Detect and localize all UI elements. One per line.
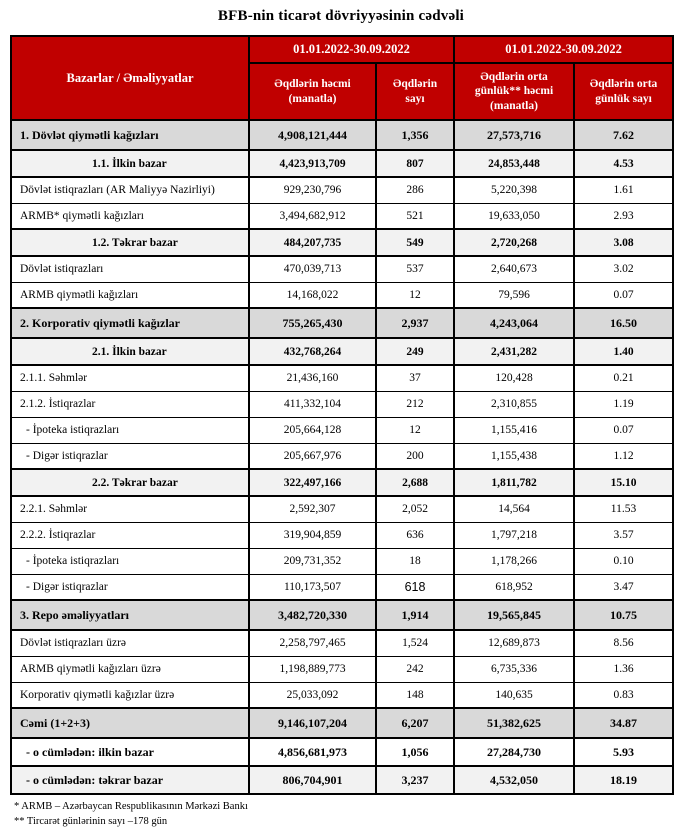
cell-count: 1,914 xyxy=(376,600,454,630)
header-row-periods xyxy=(11,36,673,63)
row-label: ARMB* qiymətli kağızları xyxy=(11,203,249,229)
row-label: Dövlət istiqrazları xyxy=(11,256,249,282)
footnote-armb: * ARMB – Azərbaycan Respublikasının Mərkəzi Bankı xyxy=(14,801,248,812)
table-row xyxy=(11,203,673,229)
cell-volume: 209,731,352 xyxy=(249,548,376,574)
cell-daily-count: 3.57 xyxy=(574,522,673,548)
cell-daily-volume: 140,635 xyxy=(454,682,574,708)
cell-daily-count: 0.10 xyxy=(574,548,673,574)
row-label: - İpoteka istiqrazları xyxy=(11,417,249,443)
cell-count: 18 xyxy=(376,548,454,574)
cell-count: 2,688 xyxy=(376,469,454,496)
cell-daily-volume: 79,596 xyxy=(454,282,574,308)
cell-daily-count: 1.19 xyxy=(574,391,673,417)
cell-daily-count: 1.40 xyxy=(574,338,673,365)
cell-count: 37 xyxy=(376,365,454,391)
row-label: ARMB qiymətli kağızları üzrə xyxy=(11,656,249,682)
cell-daily-volume: 51,382,625 xyxy=(454,708,574,738)
cell-volume: 4,423,913,709 xyxy=(249,150,376,177)
table-row xyxy=(11,656,673,682)
period-header-1: 01.01.2022-30.09.2022 xyxy=(249,36,454,63)
cell-volume: 9,146,107,204 xyxy=(249,708,376,738)
cell-count: 618 xyxy=(376,574,454,600)
table-row xyxy=(11,443,673,469)
cell-daily-count: 5.93 xyxy=(574,738,673,766)
cell-count: 212 xyxy=(376,391,454,417)
cell-daily-count: 10.75 xyxy=(574,600,673,630)
cell-count: 2,937 xyxy=(376,308,454,338)
cell-volume: 470,039,713 xyxy=(249,256,376,282)
table-row xyxy=(11,708,673,738)
table-row xyxy=(11,229,673,256)
cell-daily-count: 15.10 xyxy=(574,469,673,496)
cell-volume: 411,332,104 xyxy=(249,391,376,417)
cell-daily-count: 0.21 xyxy=(574,365,673,391)
row-label: 2.1.2. İstiqrazlar xyxy=(11,391,249,417)
cell-daily-volume: 19,565,845 xyxy=(454,600,574,630)
table-row xyxy=(11,391,673,417)
cell-daily-volume: 4,532,050 xyxy=(454,766,574,794)
table-row xyxy=(11,630,673,656)
row-label: - o cümlədən: təkrar bazar xyxy=(11,766,249,794)
period-header-2: 01.01.2022-30.09.2022 xyxy=(454,36,673,63)
cell-volume: 322,497,166 xyxy=(249,469,376,496)
cell-daily-count: 0.07 xyxy=(574,417,673,443)
cell-count: 249 xyxy=(376,338,454,365)
cell-daily-volume: 27,284,730 xyxy=(454,738,574,766)
cell-daily-volume: 2,720,268 xyxy=(454,229,574,256)
cell-daily-count: 2.93 xyxy=(574,203,673,229)
column-header-daily-count: Əqdlərin orta günlük sayı xyxy=(574,63,673,120)
cell-daily-volume: 2,640,673 xyxy=(454,256,574,282)
cell-volume: 484,207,735 xyxy=(249,229,376,256)
cell-volume: 806,704,901 xyxy=(249,766,376,794)
cell-daily-count: 1.61 xyxy=(574,177,673,203)
cell-daily-volume: 4,243,064 xyxy=(454,308,574,338)
cell-count: 521 xyxy=(376,203,454,229)
cell-count: 12 xyxy=(376,282,454,308)
cell-count: 636 xyxy=(376,522,454,548)
cell-daily-count: 7.62 xyxy=(574,120,673,150)
cell-daily-volume: 618,952 xyxy=(454,574,574,600)
table-body xyxy=(11,120,673,794)
cell-daily-volume: 27,573,716 xyxy=(454,120,574,150)
cell-count: 549 xyxy=(376,229,454,256)
cell-volume: 319,904,859 xyxy=(249,522,376,548)
row-label: - Digər istiqrazlar xyxy=(11,443,249,469)
cell-daily-count: 4.53 xyxy=(574,150,673,177)
column-header-daily-volume: Əqdlərin orta günlük** həcmi (manatla) xyxy=(454,63,574,120)
cell-daily-volume: 24,853,448 xyxy=(454,150,574,177)
cell-daily-volume: 1,155,416 xyxy=(454,417,574,443)
corner-header-markets-operations: Bazarlar / Əməliyyatlar xyxy=(11,36,249,120)
table-row xyxy=(11,338,673,365)
cell-daily-count: 0.83 xyxy=(574,682,673,708)
cell-daily-volume: 1,155,438 xyxy=(454,443,574,469)
cell-daily-count: 16.50 xyxy=(574,308,673,338)
cell-count: 537 xyxy=(376,256,454,282)
row-label: 2.1.1. Səhmlər xyxy=(11,365,249,391)
cell-count: 3,237 xyxy=(376,766,454,794)
row-label: 3. Repo əməliyyatları xyxy=(11,600,249,630)
table-row xyxy=(11,574,673,600)
cell-volume: 2,592,307 xyxy=(249,496,376,522)
cell-count: 242 xyxy=(376,656,454,682)
table-row xyxy=(11,738,673,766)
cell-volume: 110,173,507 xyxy=(249,574,376,600)
cell-volume: 14,168,022 xyxy=(249,282,376,308)
row-label: ARMB qiymətli kağızları xyxy=(11,282,249,308)
row-label: Dövlət istiqrazları üzrə xyxy=(11,630,249,656)
table-row xyxy=(11,177,673,203)
cell-count: 200 xyxy=(376,443,454,469)
row-label: 1.1. İlkin bazar xyxy=(11,150,249,177)
table-row xyxy=(11,600,673,630)
row-label: - Digər istiqrazlar xyxy=(11,574,249,600)
cell-volume: 2,258,797,465 xyxy=(249,630,376,656)
cell-daily-volume: 19,633,050 xyxy=(454,203,574,229)
table-row xyxy=(11,496,673,522)
table-row xyxy=(11,120,673,150)
row-label: Korporativ qiymətli kağızlar üzrə xyxy=(11,682,249,708)
table-row xyxy=(11,469,673,496)
table-row xyxy=(11,682,673,708)
cell-daily-volume: 14,564 xyxy=(454,496,574,522)
row-label: - o cümlədən: ilkin bazar xyxy=(11,738,249,766)
row-label: 2.2.1. Səhmlər xyxy=(11,496,249,522)
cell-count: 807 xyxy=(376,150,454,177)
cell-daily-count: 34.87 xyxy=(574,708,673,738)
cell-daily-volume: 120,428 xyxy=(454,365,574,391)
table-row xyxy=(11,522,673,548)
row-label: Dövlət istiqrazları (AR Maliyyə Nazirliyi) xyxy=(11,177,249,203)
cell-count: 286 xyxy=(376,177,454,203)
cell-daily-volume: 1,797,218 xyxy=(454,522,574,548)
column-header-volume: Əqdlərin həcmi (manatla) xyxy=(249,63,376,120)
table-row xyxy=(11,256,673,282)
cell-daily-count: 1.12 xyxy=(574,443,673,469)
cell-daily-volume: 5,220,398 xyxy=(454,177,574,203)
row-label: - İpoteka istiqrazları xyxy=(11,548,249,574)
cell-daily-count: 3.02 xyxy=(574,256,673,282)
cell-daily-count: 8.56 xyxy=(574,630,673,656)
cell-daily-volume: 12,689,873 xyxy=(454,630,574,656)
cell-volume: 3,494,682,912 xyxy=(249,203,376,229)
row-label: 1.2. Təkrar bazar xyxy=(11,229,249,256)
table-row xyxy=(11,308,673,338)
table-row xyxy=(11,548,673,574)
cell-daily-volume: 2,310,855 xyxy=(454,391,574,417)
cell-count: 12 xyxy=(376,417,454,443)
cell-daily-volume: 1,811,782 xyxy=(454,469,574,496)
page-title: BFB-nin ticarət dövriyyəsinin cədvəli xyxy=(217,8,465,24)
cell-daily-volume: 1,178,266 xyxy=(454,548,574,574)
table-header xyxy=(11,36,673,120)
cell-count: 2,052 xyxy=(376,496,454,522)
cell-daily-count: 3.08 xyxy=(574,229,673,256)
cell-count: 6,207 xyxy=(376,708,454,738)
cell-count: 1,356 xyxy=(376,120,454,150)
row-label: 2.2.2. İstiqrazlar xyxy=(11,522,249,548)
cell-volume: 4,908,121,444 xyxy=(249,120,376,150)
cell-volume: 205,667,976 xyxy=(249,443,376,469)
footnotes xyxy=(14,799,682,829)
cell-daily-volume: 2,431,282 xyxy=(454,338,574,365)
table-row xyxy=(11,766,673,794)
cell-daily-count: 11.53 xyxy=(574,496,673,522)
row-label: 2.2. Təkrar bazar xyxy=(11,469,249,496)
cell-volume: 432,768,264 xyxy=(249,338,376,365)
trading-turnover-table xyxy=(10,35,674,795)
cell-daily-count: 3.47 xyxy=(574,574,673,600)
cell-volume: 21,436,160 xyxy=(249,365,376,391)
cell-volume: 929,230,796 xyxy=(249,177,376,203)
cell-count: 148 xyxy=(376,682,454,708)
row-label: 1. Dövlət qiymətli kağızları xyxy=(11,120,249,150)
table-row xyxy=(11,150,673,177)
footnote-trading-days: ** Tircarət günlərinin sayı –178 gün xyxy=(14,816,168,827)
cell-daily-count: 0.07 xyxy=(574,282,673,308)
cell-daily-count: 18.19 xyxy=(574,766,673,794)
cell-count: 1,524 xyxy=(376,630,454,656)
row-label: 2. Korporativ qiymətli kağızlar xyxy=(11,308,249,338)
cell-volume: 25,033,092 xyxy=(249,682,376,708)
cell-volume: 755,265,430 xyxy=(249,308,376,338)
row-label: Cəmi (1+2+3) xyxy=(11,708,249,738)
table-row xyxy=(11,365,673,391)
cell-daily-volume: 6,735,336 xyxy=(454,656,574,682)
table-row xyxy=(11,282,673,308)
column-header-count: Əqdlərin sayı xyxy=(376,63,454,120)
cell-volume: 3,482,720,330 xyxy=(249,600,376,630)
cell-count: 1,056 xyxy=(376,738,454,766)
cell-volume: 4,856,681,973 xyxy=(249,738,376,766)
row-label: 2.1. İlkin bazar xyxy=(11,338,249,365)
cell-volume: 205,664,128 xyxy=(249,417,376,443)
cell-daily-count: 1.36 xyxy=(574,656,673,682)
table-row xyxy=(11,417,673,443)
cell-volume: 1,198,889,773 xyxy=(249,656,376,682)
